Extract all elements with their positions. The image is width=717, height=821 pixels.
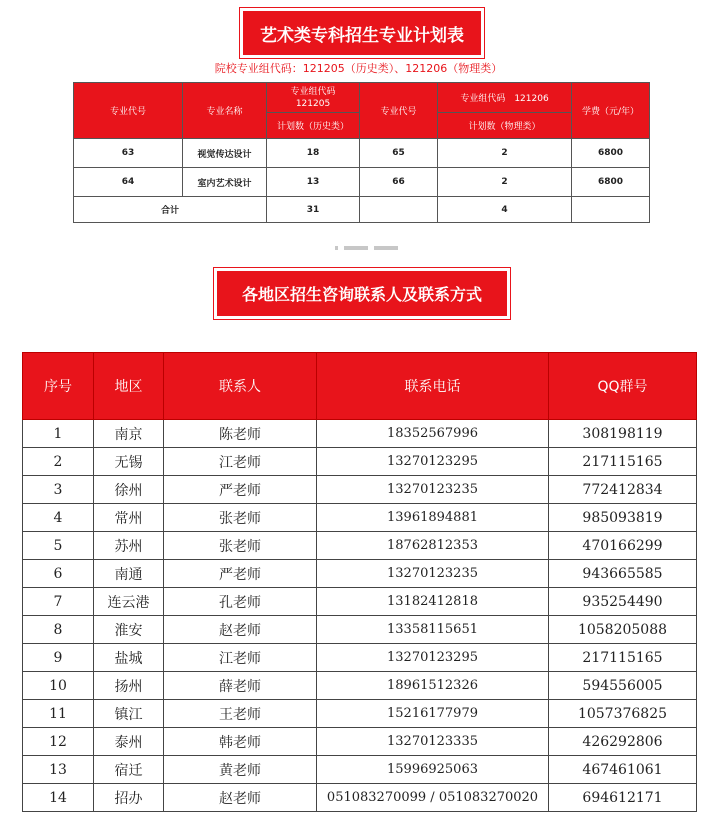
plan-header-group1-title: 专业组代码 bbox=[290, 86, 336, 97]
plan-header-group1-code: 121205 bbox=[295, 98, 331, 109]
plan-header-code: 专业代号 bbox=[74, 83, 183, 139]
contact-phone: 13182412818 bbox=[317, 588, 549, 616]
contact-no: 12 bbox=[23, 728, 94, 756]
contact-phone: 13270123295 bbox=[317, 644, 549, 672]
contact-region: 宿迁 bbox=[94, 756, 164, 784]
group-code-subtitle: 院校专业组代码：121205（历史类）、121206（物理类） bbox=[214, 62, 503, 75]
contact-person: 赵老师 bbox=[164, 784, 317, 812]
contact-person: 江老师 bbox=[164, 644, 317, 672]
contact-qq: 1058205088 bbox=[549, 616, 697, 644]
contact-qq: 1057376825 bbox=[549, 700, 697, 728]
table-row bbox=[23, 616, 697, 644]
contact-qq: 426292806 bbox=[549, 728, 697, 756]
table-row bbox=[23, 756, 697, 784]
contact-person: 严老师 bbox=[164, 476, 317, 504]
contact-phone: 051083270099 / 051083270020 bbox=[317, 784, 549, 812]
table-row bbox=[23, 560, 697, 588]
plan-table bbox=[73, 82, 650, 223]
table-row bbox=[23, 476, 697, 504]
contact-no: 9 bbox=[23, 644, 94, 672]
contact-phone: 13358115651 bbox=[317, 616, 549, 644]
contact-region: 扬州 bbox=[94, 672, 164, 700]
plan-cell-hist: 13 bbox=[267, 168, 360, 197]
pagination-dot[interactable] bbox=[344, 246, 368, 250]
contact-phone: 18961512326 bbox=[317, 672, 549, 700]
contacts-header-person: 联系人 bbox=[164, 353, 317, 420]
plan-cell-fee: 6800 bbox=[572, 168, 650, 197]
contact-person: 张老师 bbox=[164, 504, 317, 532]
plan-total-row bbox=[74, 197, 650, 223]
contact-phone: 15216177979 bbox=[317, 700, 549, 728]
plan-total-label: 合计 bbox=[74, 197, 267, 223]
contact-region: 淮安 bbox=[94, 616, 164, 644]
plan-header-group2: 专业组代码 121206 bbox=[438, 83, 572, 113]
contact-region: 镇江 bbox=[94, 700, 164, 728]
table-row bbox=[23, 532, 697, 560]
contact-qq: 217115165 bbox=[549, 448, 697, 476]
table-row bbox=[23, 672, 697, 700]
contact-phone: 13961894881 bbox=[317, 504, 549, 532]
contact-phone: 18762812353 bbox=[317, 532, 549, 560]
contacts-table bbox=[22, 352, 697, 812]
plan-cell-fee: 6800 bbox=[572, 139, 650, 168]
contact-region: 常州 bbox=[94, 504, 164, 532]
contact-region: 苏州 bbox=[94, 532, 164, 560]
contact-phone: 13270123235 bbox=[317, 476, 549, 504]
contact-no: 3 bbox=[23, 476, 94, 504]
plan-row bbox=[74, 168, 650, 197]
table-row bbox=[23, 700, 697, 728]
contact-person: 薛老师 bbox=[164, 672, 317, 700]
contact-region: 南通 bbox=[94, 560, 164, 588]
contact-phone: 13270123295 bbox=[317, 448, 549, 476]
plan-cell-phys: 2 bbox=[438, 139, 572, 168]
carousel-pagination bbox=[335, 246, 398, 250]
contacts-title-banner: 各地区招生咨询联系人及联系方式 bbox=[214, 268, 510, 319]
table-row bbox=[23, 728, 697, 756]
contact-phone: 15996925063 bbox=[317, 756, 549, 784]
contact-no: 2 bbox=[23, 448, 94, 476]
contact-person: 黄老师 bbox=[164, 756, 317, 784]
contact-qq: 594556005 bbox=[549, 672, 697, 700]
contact-region: 盐城 bbox=[94, 644, 164, 672]
contact-region: 无锡 bbox=[94, 448, 164, 476]
contact-person: 张老师 bbox=[164, 532, 317, 560]
contact-region: 泰州 bbox=[94, 728, 164, 756]
contacts-header-phone: 联系电话 bbox=[317, 353, 549, 420]
contact-no: 14 bbox=[23, 784, 94, 812]
contact-no: 11 bbox=[23, 700, 94, 728]
contact-person: 王老师 bbox=[164, 700, 317, 728]
contact-no: 1 bbox=[23, 420, 94, 448]
contact-qq: 217115165 bbox=[549, 644, 697, 672]
contact-person: 陈老师 bbox=[164, 420, 317, 448]
table-row bbox=[23, 448, 697, 476]
contact-no: 5 bbox=[23, 532, 94, 560]
plan-cell-name: 视觉传达设计 bbox=[183, 139, 267, 168]
plan-cell-phys: 2 bbox=[438, 168, 572, 197]
table-row bbox=[23, 644, 697, 672]
contact-no: 6 bbox=[23, 560, 94, 588]
contacts-header-region: 地区 bbox=[94, 353, 164, 420]
contact-region: 连云港 bbox=[94, 588, 164, 616]
contact-person: 孔老师 bbox=[164, 588, 317, 616]
plan-cell-code2: 65 bbox=[360, 139, 438, 168]
table-row bbox=[23, 420, 697, 448]
contact-person: 严老师 bbox=[164, 560, 317, 588]
contact-no: 13 bbox=[23, 756, 94, 784]
contact-qq: 467461061 bbox=[549, 756, 697, 784]
contact-no: 7 bbox=[23, 588, 94, 616]
contact-no: 10 bbox=[23, 672, 94, 700]
contact-qq: 772412834 bbox=[549, 476, 697, 504]
contact-qq: 935254490 bbox=[549, 588, 697, 616]
plan-total-hist: 31 bbox=[267, 197, 360, 223]
contacts-header-qq: QQ群号 bbox=[549, 353, 697, 420]
plan-row bbox=[74, 139, 650, 168]
plan-title-banner: 艺术类专科招生专业计划表 bbox=[240, 8, 484, 58]
plan-header-count-hist: 计划数（历史类） bbox=[267, 113, 360, 139]
contact-region: 南京 bbox=[94, 420, 164, 448]
plan-header-fee: 学费（元/年） bbox=[572, 83, 650, 139]
contact-no: 4 bbox=[23, 504, 94, 532]
plan-total-phys: 4 bbox=[438, 197, 572, 223]
contact-person: 江老师 bbox=[164, 448, 317, 476]
plan-cell-code: 63 bbox=[74, 139, 183, 168]
plan-cell-code: 64 bbox=[74, 168, 183, 197]
plan-cell-code2: 66 bbox=[360, 168, 438, 197]
contact-qq: 985093819 bbox=[549, 504, 697, 532]
contact-qq: 694612171 bbox=[549, 784, 697, 812]
plan-total-empty bbox=[360, 197, 438, 223]
plan-header-name: 专业名称 bbox=[183, 83, 267, 139]
contact-region: 徐州 bbox=[94, 476, 164, 504]
contact-qq: 308198119 bbox=[549, 420, 697, 448]
contact-qq: 470166299 bbox=[549, 532, 697, 560]
contact-no: 8 bbox=[23, 616, 94, 644]
plan-header-count-phys: 计划数（物理类） bbox=[438, 113, 572, 139]
contact-region: 招办 bbox=[94, 784, 164, 812]
contact-person: 赵老师 bbox=[164, 616, 317, 644]
table-row bbox=[23, 504, 697, 532]
contact-phone: 18352567996 bbox=[317, 420, 549, 448]
plan-cell-hist: 18 bbox=[267, 139, 360, 168]
table-row bbox=[23, 588, 697, 616]
plan-cell-name: 室内艺术设计 bbox=[183, 168, 267, 197]
pagination-dot[interactable] bbox=[335, 246, 338, 250]
plan-total-empty bbox=[572, 197, 650, 223]
contact-phone: 13270123335 bbox=[317, 728, 549, 756]
contacts-header-no: 序号 bbox=[23, 353, 94, 420]
table-row bbox=[23, 784, 697, 812]
plan-header-group1 bbox=[267, 83, 360, 113]
contact-phone: 13270123235 bbox=[317, 560, 549, 588]
contact-person: 韩老师 bbox=[164, 728, 317, 756]
pagination-dot[interactable] bbox=[374, 246, 398, 250]
contact-qq: 943665585 bbox=[549, 560, 697, 588]
plan-header-code2: 专业代号 bbox=[360, 83, 438, 139]
